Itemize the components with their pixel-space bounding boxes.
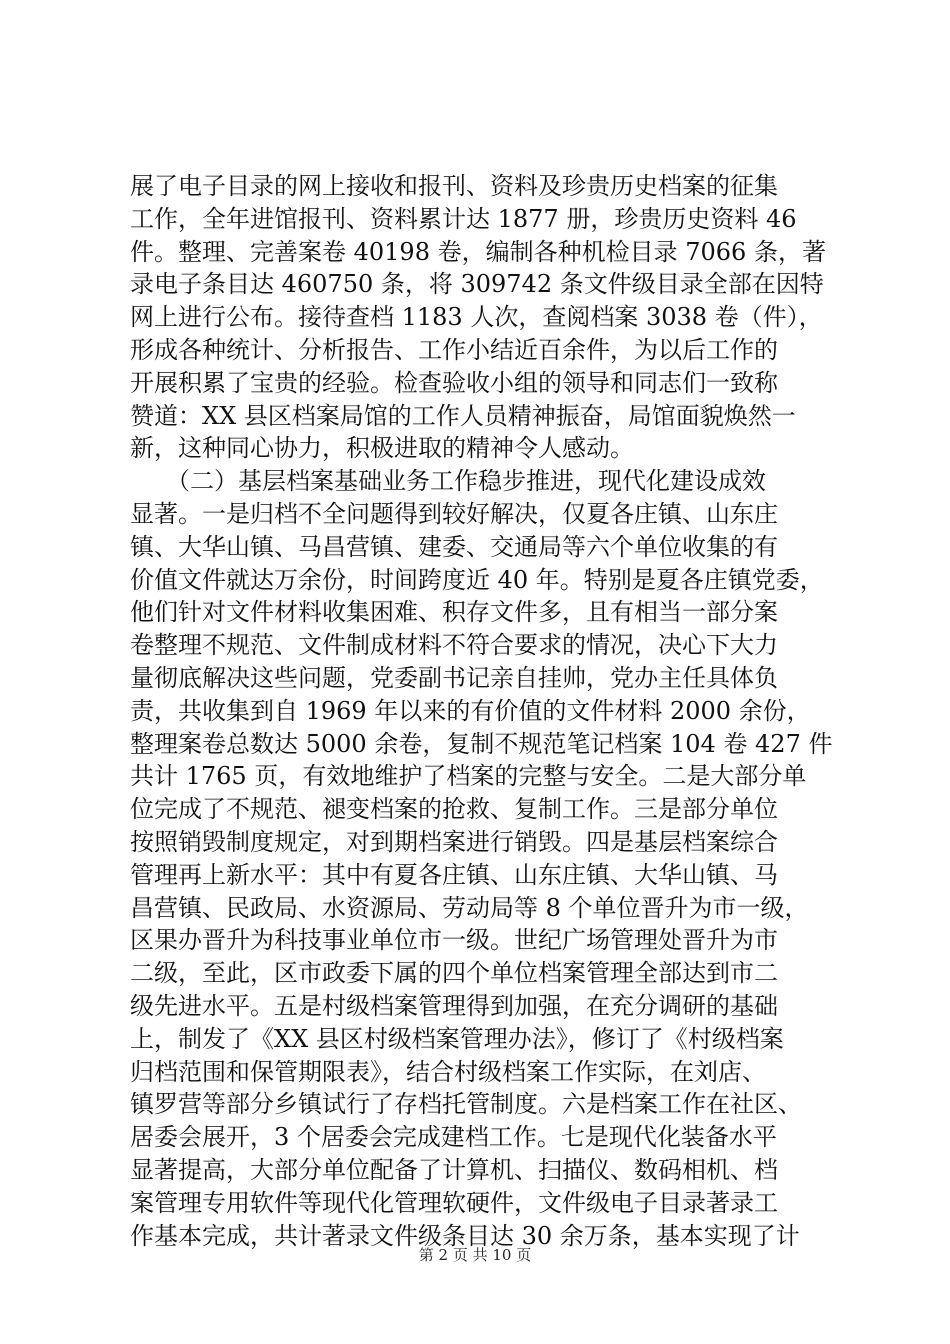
- text-line: 新，这种同心协力，积极进取的精神令人感动。: [130, 434, 634, 463]
- text-line: 展了电子目录的网上接收和报刊、资料及珍贵历史档案的征集: [130, 172, 778, 200]
- text-line: 镇罗营等部分乡镇试行了存档托管制度。六是档案工作在社区、: [130, 1090, 802, 1119]
- text-line: 他们针对文件材料收集困难、积存文件多，且有相当一部分案: [130, 598, 778, 627]
- text-line: 作基本完成，共计著录文件级条目达 30 余万条，基本实现了计: [130, 1221, 800, 1250]
- text-line: 二级，至此，区市政委下属的四个单位档案管理全部达到市二: [130, 959, 778, 988]
- text-line: 责，共收集到自 1969 年以来的有价值的文件材料 2000 余份，: [130, 696, 811, 725]
- text-line: 开展积累了宝贵的经验。检查验收小组的领导和同志们一致称: [130, 368, 778, 397]
- text-line: 级先进水平。五是村级档案管理得到加强，在充分调研的基础: [130, 991, 778, 1020]
- text-line: 归档范围和保管期限表》，结合村级档案工作实际，在刘店、: [130, 1057, 766, 1086]
- text-line: 整理案卷总数达 5000 余卷，复制不规范笔记档案 104 卷 427 件: [130, 729, 833, 758]
- text-line: 管理再上新水平：其中有夏各庄镇、山东庄镇、大华山镇、马: [130, 860, 778, 889]
- text-line: 价值文件就达万余份，时间跨度近 40 年。特别是夏各庄镇党委，: [130, 565, 824, 594]
- text-line: 件。整理、完善案卷 40198 卷，编制各种机检目录 7066 条，著: [130, 237, 826, 266]
- text-line: （二）基层档案基础业务工作稳步推进，现代化建设成效: [130, 467, 766, 496]
- text-line: 位完成了不规范、褪变档案的抢救、复制工作。三是部分单位: [130, 795, 778, 824]
- text-line: 录电子条目达 460750 条，将 309742 条文件级目录全部在因特: [130, 270, 824, 299]
- text-line: 按照销毁制度规定，对到期档案进行销毁。四是基层档案综合: [130, 827, 778, 856]
- text-line: 网上进行公布。接待查档 1183 人次，查阅档案 3038 卷（件），: [130, 303, 823, 332]
- page-number-footer: 第 2 页 共 10 页: [418, 1246, 532, 1264]
- text-line: 显著提高，大部分单位配备了计算机、扫描仪、数码相机、档: [130, 1155, 778, 1184]
- text-line: 居委会展开，3 个居委会完成建档工作。七是现代化装备水平: [130, 1123, 777, 1152]
- text-line: 案管理专用软件等现代化管理软硬件，文件级电子目录著录工: [130, 1188, 778, 1217]
- text-line: 共计 1765 页，有效地维护了档案的完整与安全。二是大部分单: [130, 762, 807, 791]
- text-line: 赞道：XX 县区档案局馆的工作人员精神振奋，局馆面貌焕然一: [130, 401, 796, 430]
- text-line: 卷整理不规范、文件制成材料不符合要求的情况，决心下大力: [130, 631, 778, 660]
- text-line: 镇、大华山镇、马昌营镇、建委、交通局等六个单位收集的有: [130, 532, 778, 561]
- text-line: 工作，全年进馆报刊、资料累计达 1877 册，珍贵历史资料 46: [130, 204, 797, 233]
- text-line: 昌营镇、民政局、水资源局、劳动局等 8 个单位晋升为市一级，: [130, 893, 809, 922]
- body-text: [130, 170, 833, 1252]
- text-line: 显著。一是归档不全问题得到较好解决，仅夏各庄镇、山东庄: [130, 499, 778, 528]
- text-line: 量彻底解决这些问题，党委副书记亲自挂帅，党办主任具体负: [130, 663, 778, 692]
- text-line: 区果办晋升为科技事业单位市一级。世纪广场管理处晋升为市: [130, 926, 778, 955]
- text-line: 形成各种统计、分析报告、工作小结近百余件，为以后工作的: [130, 335, 778, 364]
- text-line: 上，制发了《XX 县区村级档案管理办法》，修订了《村级档案: [130, 1024, 784, 1053]
